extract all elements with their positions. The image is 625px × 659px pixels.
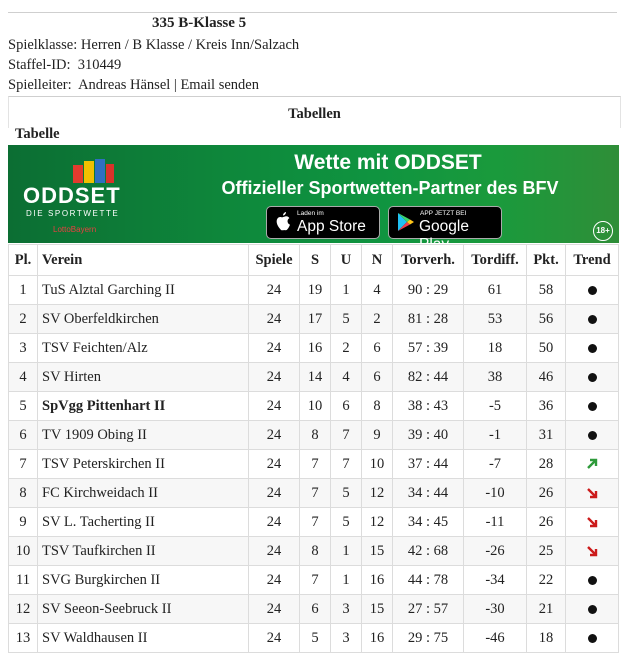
table-row [9,566,619,595]
cell-u: 1 [331,537,362,566]
cell-spiele: 24 [249,479,300,508]
cell-n: 6 [362,334,393,363]
table-row [9,508,619,537]
cell-s: 7 [300,450,331,479]
cell-pl: 13 [9,624,38,653]
trend-same-icon [588,605,597,614]
trend-down-icon [586,545,598,557]
cell-pl: 5 [9,392,38,421]
googleplay-button[interactable] [388,206,502,239]
cell-spiele: 24 [249,392,300,421]
cell-torverh: 29 : 75 [393,624,464,653]
cell-s: 7 [300,508,331,537]
cell-pl: 7 [9,450,38,479]
trend-same-icon [588,402,597,411]
col-n: N [362,245,393,276]
cell-n: 15 [362,595,393,624]
table-row [9,305,619,334]
table-row [9,450,619,479]
cell-n: 15 [362,537,393,566]
col-torverh: Torverh. [393,245,464,276]
cell-spiele: 24 [249,508,300,537]
spielleiter-name: Andreas Hänsel [78,77,171,93]
cell-spiele: 24 [249,595,300,624]
cell-tordiff: 53 [464,305,527,334]
cell-tordiff: -11 [464,508,527,537]
cell-n: 9 [362,421,393,450]
separator: | [173,77,177,93]
cell-pkt: 50 [527,334,566,363]
trend-down-icon [586,516,598,528]
cell-pkt: 36 [527,392,566,421]
cell-tordiff: -26 [464,537,527,566]
oddset-flag-icon [71,159,115,185]
cell-s: 8 [300,421,331,450]
staffel-row [8,57,121,74]
cell-torverh: 82 : 44 [393,363,464,392]
cell-s: 16 [300,334,331,363]
cell-tordiff: -5 [464,392,527,421]
cell-u: 6 [331,392,362,421]
cell-torverh: 27 : 57 [393,595,464,624]
cell-verein[interactable]: TSV Taufkirchen II [38,537,249,566]
cell-trend [566,566,619,595]
googleplay-small: APP JETZT BEI [420,210,467,217]
cell-verein[interactable]: SV Waldhausen II [38,624,249,653]
cell-n: 4 [362,276,393,305]
col-pkt: Pkt. [527,245,566,276]
oddset-banner[interactable] [8,145,619,243]
cell-tordiff: -1 [464,421,527,450]
cell-tordiff: -34 [464,566,527,595]
cell-trend [566,363,619,392]
cell-trend [566,276,619,305]
cell-pkt: 21 [527,595,566,624]
cell-spiele: 24 [249,334,300,363]
cell-pkt: 22 [527,566,566,595]
cell-pl: 8 [9,479,38,508]
cell-spiele: 24 [249,537,300,566]
cell-spiele: 24 [249,624,300,653]
cell-verein[interactable]: SV Oberfeldkirchen [38,305,249,334]
email-link[interactable]: Email senden [180,77,259,93]
table-row [9,595,619,624]
cell-verein[interactable]: SV L. Tacherting II [38,508,249,537]
col-pl: Pl. [9,245,38,276]
cell-n: 16 [362,624,393,653]
cell-trend [566,508,619,537]
table-row [9,479,619,508]
cell-u: 4 [331,363,362,392]
col-spiele: Spiele [249,245,300,276]
cell-pl: 1 [9,276,38,305]
cell-verein[interactable]: SV Hirten [38,363,249,392]
cell-tordiff: 61 [464,276,527,305]
cell-verein[interactable]: SVG Burgkirchen II [38,566,249,595]
cell-u: 3 [331,595,362,624]
cell-torverh: 57 : 39 [393,334,464,363]
cell-tordiff: 18 [464,334,527,363]
cell-pl: 6 [9,421,38,450]
cell-u: 2 [331,334,362,363]
cell-trend [566,479,619,508]
cell-spiele: 24 [249,276,300,305]
cell-trend [566,624,619,653]
spielklasse-row [8,37,299,54]
cell-pkt: 26 [527,479,566,508]
cell-tordiff: -7 [464,450,527,479]
cell-pl: 4 [9,363,38,392]
cell-pl: 12 [9,595,38,624]
section-title: Tabellen [288,106,341,122]
trend-same-icon [588,634,597,643]
cell-spiele: 24 [249,421,300,450]
cell-u: 5 [331,479,362,508]
cell-u: 7 [331,450,362,479]
staffel-label: Staffel-ID: [8,57,71,73]
trend-same-icon [588,373,597,382]
trend-same-icon [588,344,597,353]
cell-u: 5 [331,305,362,334]
cell-n: 2 [362,305,393,334]
cell-tordiff: 38 [464,363,527,392]
logo-text: ODDSET [23,183,121,208]
cell-u: 1 [331,566,362,595]
table-row [9,421,619,450]
cell-pl: 3 [9,334,38,363]
cell-trend [566,334,619,363]
cell-pl: 10 [9,537,38,566]
cell-pkt: 56 [527,305,566,334]
cell-trend [566,537,619,566]
cell-u: 5 [331,508,362,537]
cell-s: 5 [300,624,331,653]
trend-up-icon [586,458,598,470]
appstore-label: App Store [297,218,366,235]
cell-torverh: 34 : 45 [393,508,464,537]
cell-spiele: 24 [249,363,300,392]
cell-torverh: 90 : 29 [393,276,464,305]
spielleiter-label: Spielleiter: [8,77,72,93]
cell-u: 3 [331,624,362,653]
cell-pl: 11 [9,566,38,595]
cell-s: 6 [300,595,331,624]
cell-trend [566,595,619,624]
table-header-row [9,245,619,276]
cell-trend [566,305,619,334]
appstore-small: Laden im [297,210,324,217]
cell-n: 12 [362,508,393,537]
cell-s: 10 [300,392,331,421]
age-badge: 18+ [593,221,613,241]
cell-torverh: 37 : 44 [393,450,464,479]
banner-headline: Wette mit ODDSET [294,151,482,174]
cell-verein[interactable]: TSV Feichten/Alz [38,334,249,363]
col-s: S [300,245,331,276]
apple-icon [275,212,291,232]
oddset-logo [23,153,163,235]
cell-n: 16 [362,566,393,595]
lotto-brand: LottoBayern [53,225,97,234]
cell-tordiff: -30 [464,595,527,624]
cell-verein[interactable]: TV 1909 Obing II [38,421,249,450]
cell-torverh: 81 : 28 [393,305,464,334]
cell-trend [566,392,619,421]
league-title: 335 B-Klasse 5 [152,15,247,31]
cell-spiele: 24 [249,566,300,595]
cell-tordiff: -46 [464,624,527,653]
cell-verein[interactable]: TSV Peterskirchen II [38,450,249,479]
trend-same-icon [588,286,597,295]
cell-verein[interactable]: TuS Alztal Garching II [38,276,249,305]
table-row [9,392,619,421]
cell-pkt: 28 [527,450,566,479]
cell-spiele: 24 [249,305,300,334]
staffel-id: 310449 [77,57,122,73]
cell-s: 7 [300,479,331,508]
spielleiter-row [8,77,259,94]
standings-table [8,244,619,653]
cell-torverh: 34 : 44 [393,479,464,508]
cell-torverh: 39 : 40 [393,421,464,450]
cell-torverh: 38 : 43 [393,392,464,421]
col-verein: Verein [38,245,249,276]
cell-verein[interactable]: SV Seeon-Seebruck II [38,595,249,624]
googleplay-label: Google [419,218,469,235]
cell-n: 8 [362,392,393,421]
cell-s: 19 [300,276,331,305]
cell-trend [566,450,619,479]
cell-verein[interactable]: SpVgg Pittenhart II [38,392,249,421]
table-row [9,276,619,305]
cell-pkt: 18 [527,624,566,653]
tabellen-header [8,96,621,128]
cell-n: 12 [362,479,393,508]
col-trend: Trend [566,245,619,276]
table-row [9,363,619,392]
spielklasse-label: Spielklasse: [8,37,78,53]
table-row [9,334,619,363]
google-play-icon [397,212,415,232]
top-divider [8,12,617,13]
trend-same-icon [588,576,597,585]
cell-tordiff: -10 [464,479,527,508]
cell-spiele: 24 [249,450,300,479]
banner-subheadline: Offizieller Sportwetten-Partner des BFV [221,178,559,198]
cell-pkt: 25 [527,537,566,566]
appstore-button[interactable] [266,206,380,239]
cell-n: 6 [362,363,393,392]
cell-torverh: 44 : 78 [393,566,464,595]
cell-s: 14 [300,363,331,392]
cell-verein[interactable]: FC Kirchweidach II [38,479,249,508]
cell-s: 8 [300,537,331,566]
cell-s: 17 [300,305,331,334]
col-tordiff: Tordiff. [464,245,527,276]
trend-same-icon [588,431,597,440]
cell-pl: 2 [9,305,38,334]
cell-trend [566,421,619,450]
cell-n: 10 [362,450,393,479]
cell-pkt: 31 [527,421,566,450]
cell-s: 7 [300,566,331,595]
trend-same-icon [588,315,597,324]
cell-pkt: 26 [527,508,566,537]
cell-pkt: 58 [527,276,566,305]
cell-u: 1 [331,276,362,305]
cell-torverh: 42 : 68 [393,537,464,566]
spielklasse-value: Herren / B Klasse / Kreis Inn/Salzach [80,37,300,53]
col-u: U [331,245,362,276]
logo-subtitle: DIE SPORTWETTE [26,209,120,218]
trend-down-icon [586,487,598,499]
table-row [9,624,619,653]
cell-u: 7 [331,421,362,450]
subsection-title: Tabelle [15,126,60,142]
table-row [9,537,619,566]
cell-pkt: 46 [527,363,566,392]
cell-pl: 9 [9,508,38,537]
